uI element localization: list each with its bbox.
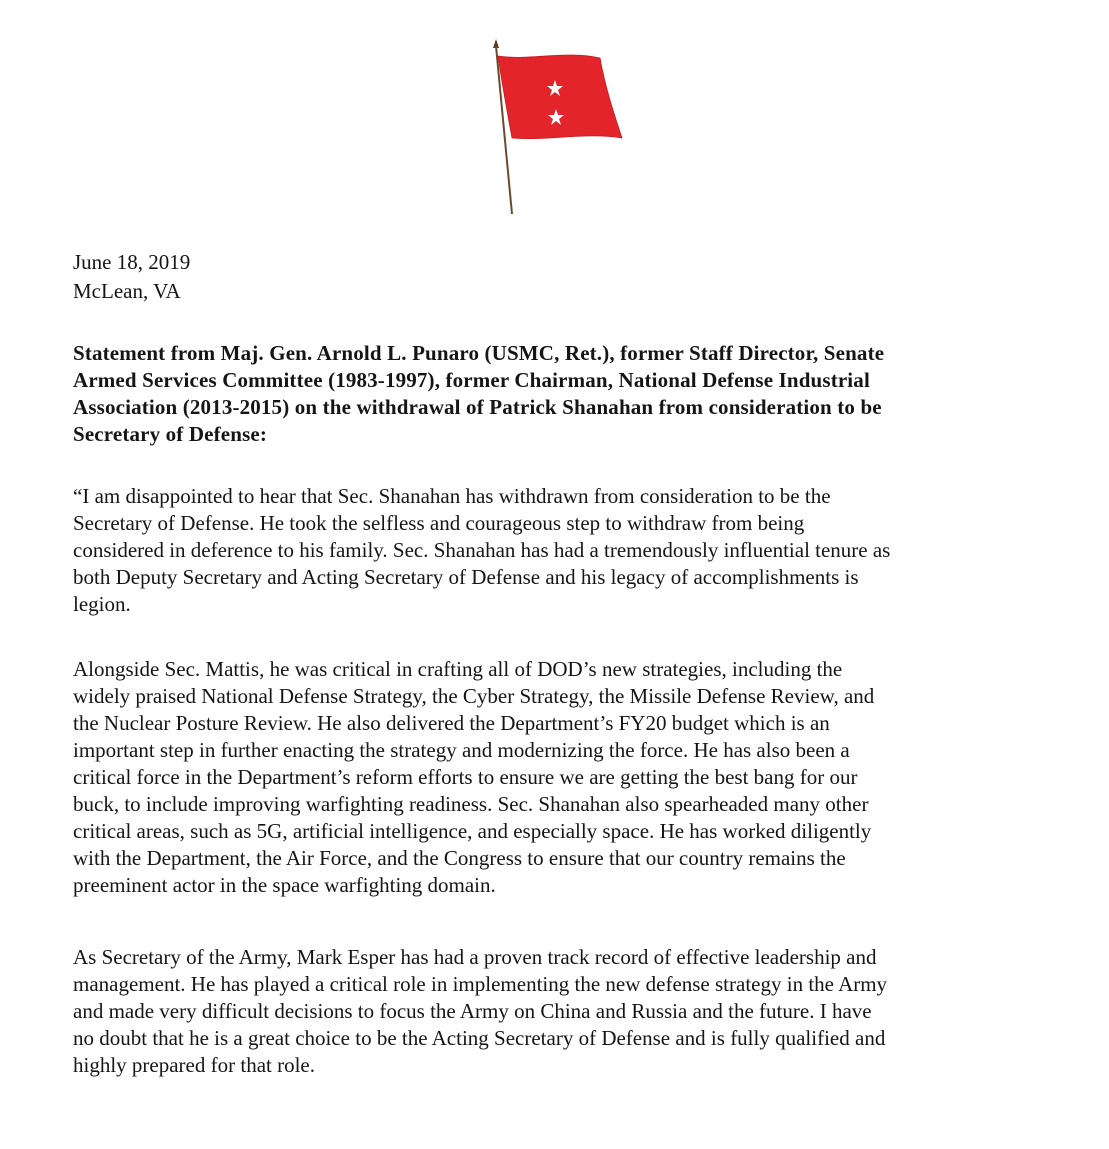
title-line: Secretary of Defense:	[73, 422, 268, 446]
paragraph-line: and made very difficult decisions to focus the Army on China and Russia and the future. I have	[73, 999, 872, 1023]
paragraph-line: highly prepared for that role.	[73, 1053, 315, 1077]
paragraph-line: widely praised National Defense Strategy, the Cyber Strategy, the Missile Defense Review, and	[73, 684, 875, 708]
paragraph-line: As Secretary of the Army, Mark Esper has had a proven track record of effective leadership and	[73, 945, 877, 969]
paragraph-line: critical force in the Department’s reform efforts to ensure we are getting the best bang for our	[73, 765, 858, 789]
paragraph-line: with the Department, the Air Force, and the Congress to ensure that our country remains the	[73, 846, 846, 870]
letter-date: June 18, 2019	[73, 250, 191, 274]
paragraph-line: buck, to include improving warfighting readiness. Sec. Shanahan also spearheaded many other	[73, 792, 869, 816]
paragraph-line: both Deputy Secretary and Acting Secretary of Defense and his legacy of accomplishments is	[73, 565, 859, 589]
two-star-flag-icon	[485, 36, 635, 216]
paragraph-shanahan	[73, 483, 1073, 618]
paragraph-line: critical areas, such as 5G, artificial intelligence, and especially space. He has worked diligently	[73, 819, 872, 843]
paragraph-line: Secretary of Defense. He took the selfless and courageous step to withdraw from being	[73, 511, 805, 535]
letter-location: McLean, VA	[73, 279, 181, 303]
paragraph-line: considered in deference to his family. Sec. Shanahan has had a tremendously influential tenure as	[73, 538, 891, 562]
title-line: Statement from Maj. Gen. Arnold L. Punaro (USMC, Ret.), former Staff Director, Senate	[73, 341, 885, 365]
letter-header	[73, 248, 190, 306]
paragraph-esper	[73, 944, 1073, 1079]
paragraph-strategies	[73, 656, 1073, 899]
paragraph-line: the Nuclear Posture Review. He also delivered the Department’s FY20 budget which is an	[73, 711, 830, 735]
statement-title	[73, 340, 1073, 448]
paragraph-line: management. He has played a critical role in implementing the new defense strategy in the Army	[73, 972, 888, 996]
paragraph-line: preeminent actor in the space warfighting domain.	[73, 873, 496, 897]
paragraph-line: legion.	[73, 592, 131, 616]
paragraph-line: important step in further enacting the strategy and modernizing the force. He has also been a	[73, 738, 850, 762]
paragraph-line: no doubt that he is a great choice to be the Acting Secretary of Defense and is fully qualified and	[73, 1026, 886, 1050]
paragraph-line: “I am disappointed to hear that Sec. Shanahan has withdrawn from consideration to be the	[73, 484, 831, 508]
flag-banner	[498, 55, 622, 139]
paragraph-line: Alongside Sec. Mattis, he was critical in crafting all of DOD’s new strategies, including the	[73, 657, 843, 681]
title-line: Armed Services Committee (1983-1997), former Chairman, National Defense Industrial	[73, 368, 870, 392]
title-line: Association (2013-2015) on the withdrawal of Patrick Shanahan from consideration to be	[73, 395, 882, 419]
